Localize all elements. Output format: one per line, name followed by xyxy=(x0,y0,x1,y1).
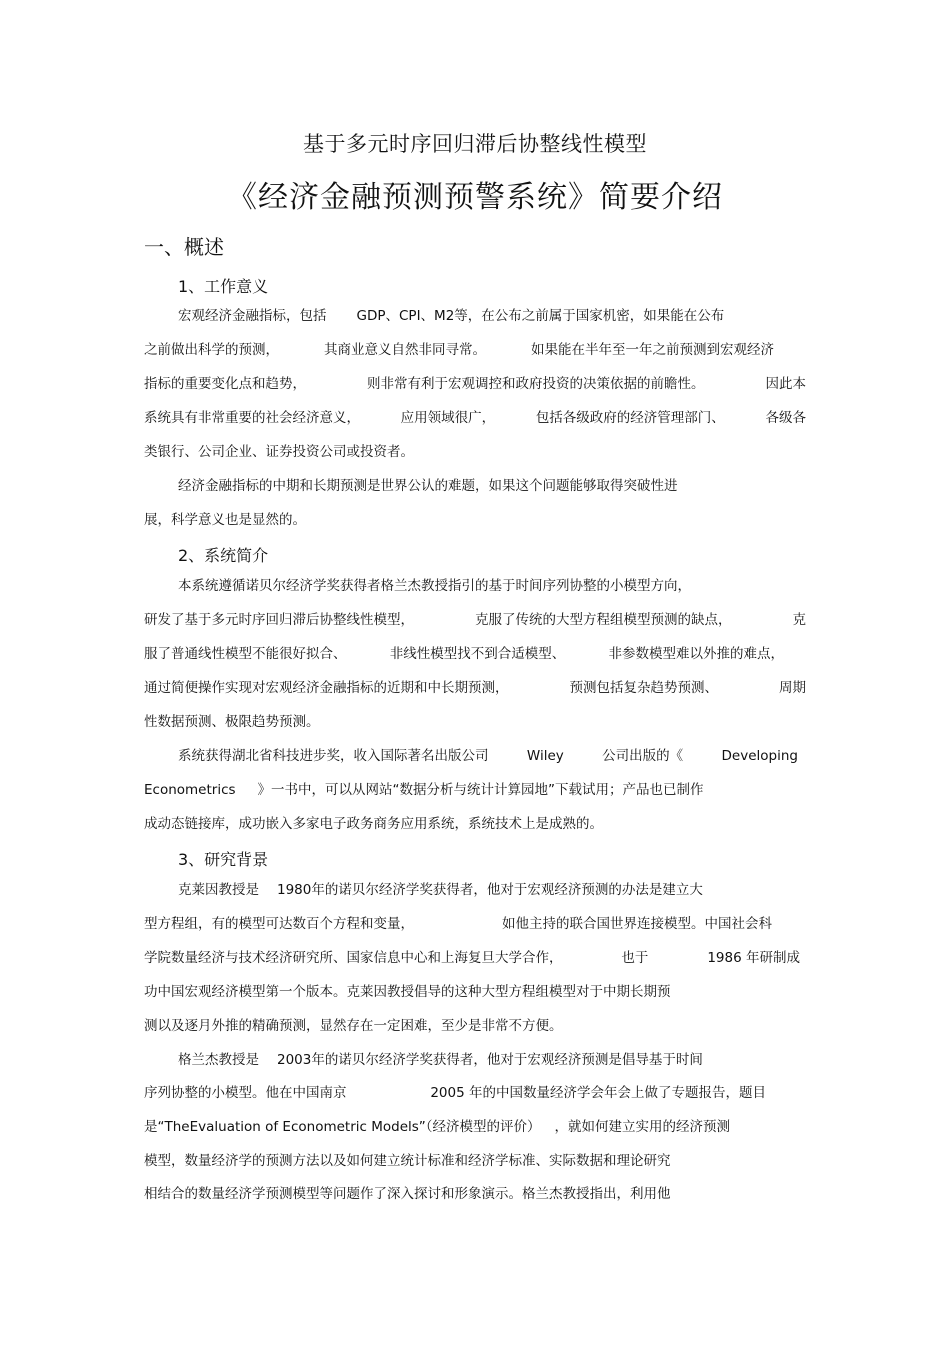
paragraph-line: 系统具有非常重要的社会经济意义， 应用领域很广， 包括各级政府的经济管理部门、 各级各 xyxy=(144,410,806,426)
paragraph-line: 是“TheEvaluation of Econometric Models”（经济模型的评价） ，就如何建立实用的经济预测 xyxy=(144,1119,731,1135)
paragraph-line: 通过简便操作实现对宏观经济金融指标的近期和中长期预测， 预测包括复杂趋势预测、 周期 xyxy=(144,680,806,696)
subsection-heading-system-intro: 2、系统简介 xyxy=(178,546,269,565)
paragraph-line: 克莱因教授是 1980年的诺贝尔经济学奖获得者，他对于宏观经济预测的办法是建立大 xyxy=(178,882,703,898)
paragraph-line: 宏观经济金融指标，包括 GDP、CPI、M2等，在公布之前属于国家机密，如果能在公布 xyxy=(178,308,725,324)
paragraph-line: 类银行、公司企业、证券投资公司或投资者。 xyxy=(144,444,414,460)
paragraph-line: 相结合的数量经济学预测模型等问题作了深入探讨和形象演示。格兰杰教授指出，利用他 xyxy=(144,1186,671,1202)
document-subtitle: 基于多元时序回归滞后协整线性模型 xyxy=(303,132,647,156)
paragraph-line: 性数据预测、极限趋势预测。 xyxy=(144,714,320,730)
paragraph-line: 研发了基于多元时序回归滞后协整线性模型， 克服了传统的大型方程组模型预测的缺点， 克 xyxy=(144,612,806,628)
document-title: 《经济金融预测预警系统》简要介绍 xyxy=(227,180,723,215)
paragraph-line: 指标的重要变化点和趋势， 则非常有利于宏观调控和政府投资的决策依据的前瞻性。 因此本 xyxy=(144,376,806,392)
subsection-heading-research-background: 3、研究背景 xyxy=(178,850,269,869)
subsection-heading-significance: 1、工作意义 xyxy=(178,277,269,296)
paragraph-line: Econometrics 》一书中，可以从网站“数据分析与统计计算园地”下载试用；产品也已制作 xyxy=(144,782,704,798)
paragraph-line: 本系统遵循诺贝尔经济学奖获得者格兰杰教授指引的基于时间序列协整的小模型方向， xyxy=(178,578,691,594)
paragraph-line: 序列协整的小模型。他在中国南京 2005 年的中国数量经济学会年会上做了专题报告，题目 xyxy=(144,1085,766,1101)
paragraph-line: 服了普通线性模型不能很好拟合、 非线性模型找不到合适模型、 非参数模型难以外推的难点， xyxy=(144,646,784,662)
paragraph-line: 系统获得湖北省科技进步奖，收入国际著名出版公司 Wiley 公司出版的《 Developing xyxy=(178,748,798,764)
paragraph-line: 功中国宏观经济模型第一个版本。克莱因教授倡导的这种大型方程组模型对于中期长期预 xyxy=(144,984,671,1000)
paragraph-line: 成动态链接库，成功嵌入多家电子政务商务应用系统，系统技术上是成熟的。 xyxy=(144,816,603,832)
paragraph-line: 展，科学意义也是显然的。 xyxy=(144,512,306,528)
section-heading-overview: 一、概述 xyxy=(144,235,224,259)
paragraph-line: 测以及逐月外推的精确预测，显然存在一定困难，至少是非常不方便。 xyxy=(144,1018,563,1034)
paragraph-line: 型方程组，有的模型可达数百个方程和变量， 如他主持的联合国世界连接模型。中国社会科 xyxy=(144,916,772,932)
paragraph-line: 经济金融指标的中期和长期预测是世界公认的难题，如果这个问题能够取得突破性进 xyxy=(178,478,678,494)
paragraph-line: 模型，数量经济学的预测方法以及如何建立统计标准和经济学标准、实际数据和理论研究 xyxy=(144,1153,671,1169)
paragraph-line: 之前做出科学的预测， 其商业意义自然非同寻常。 如果能在半年至一年之前预测到宏观经济 xyxy=(144,342,774,358)
paragraph-line: 学院数量经济与技术经济研究所、国家信息中心和上海复旦大学合作， 也于 1986 年研制成 xyxy=(144,950,800,966)
paragraph-line: 格兰杰教授是 2003年的诺贝尔经济学奖获得者，他对于宏观经济预测是倡导基于时间 xyxy=(178,1052,703,1068)
